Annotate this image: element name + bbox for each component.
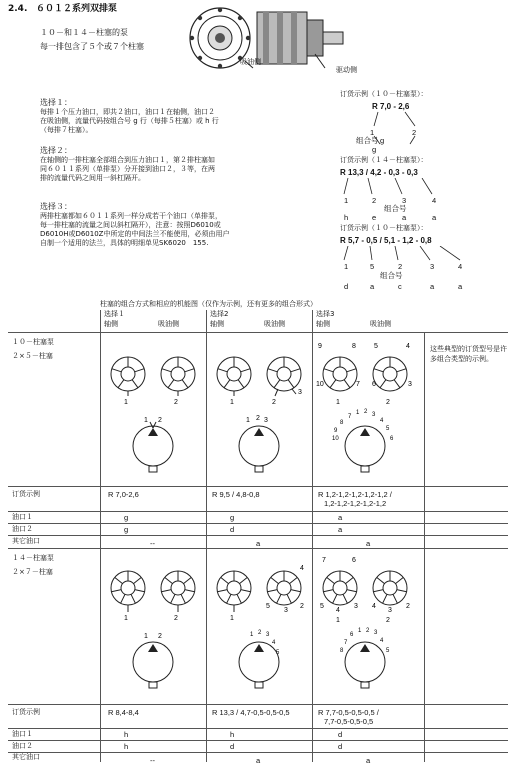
diagram-port-label: 2 <box>158 417 162 424</box>
diagram-port-label: 1 <box>336 399 340 406</box>
diagram-port-label: 6 <box>372 381 376 388</box>
option-line: 排的流量代码之间用一斜杠隔开。 <box>40 174 145 182</box>
sec14-label2: ２×７－柱塞 <box>12 568 53 576</box>
sec14-order-opt3-line2: 7,7-0,5-0,5-0,5 <box>324 717 374 726</box>
diagram-port-label: 2 <box>366 628 370 634</box>
option-line: 在吸油侧，流量代码按组合号 g 行（每排５柱塞）或 h 行 <box>40 117 219 125</box>
diagram-port-label: 3 <box>284 607 288 614</box>
table-rule <box>8 548 508 549</box>
cell: a <box>256 539 261 548</box>
diagram-port-label: 4 <box>300 565 304 572</box>
diagram-port-label: 3 <box>354 603 358 610</box>
option-title: 选择２： <box>40 146 72 155</box>
example-2-num: 2 <box>372 196 377 205</box>
diagram-port-label: 7 <box>356 381 360 388</box>
example-3-combo-label: 组合号 <box>380 271 403 280</box>
sec10-order-opt3: R 1,2-1,2-1,2-1,2-1,2 / <box>318 490 392 499</box>
diagram-port-label: 1 <box>124 615 128 622</box>
sec10-label1: １０－柱塞泵 <box>12 338 54 346</box>
diagram-port-label: 5 <box>386 426 390 432</box>
table-rule <box>8 486 508 487</box>
table-rule <box>8 535 508 536</box>
diagram-port-label: 10 <box>332 436 339 442</box>
sec14-order-label: 订货示例 <box>12 708 40 716</box>
cell: g <box>230 513 235 522</box>
table-rule <box>8 332 508 333</box>
example-2-letter: a <box>432 213 437 222</box>
diagram-port-label: 2 <box>158 633 162 640</box>
row-label: 油口２ <box>12 742 33 750</box>
option-line: 在轴侧的一排柱塞全部组合到压力油口１，第２排柱塞如 <box>40 156 215 164</box>
sec10-order-opt2: R 9,5 / 4,8-0,8 <box>212 490 260 499</box>
row-label: 其它油口 <box>12 537 40 545</box>
cell: d <box>230 525 235 534</box>
table-rule <box>8 523 508 524</box>
diagram-port-label: 6 <box>352 557 356 564</box>
cell: h <box>230 730 235 739</box>
diagram-port-label: 2 <box>386 617 390 624</box>
example-3-letter: a <box>458 282 463 291</box>
sec10-order-opt3-line2: 1,2-1,2-1,2-1,2-1,2 <box>324 499 387 508</box>
shaft-side-label: 轴侧 <box>104 320 118 328</box>
example-2-title: 订货示例（１４－柱塞泵）： <box>340 156 428 164</box>
diagram-port-label: 8 <box>352 343 356 350</box>
example-3-num: 1 <box>344 262 349 271</box>
shaft-side-label: 轴侧 <box>210 320 224 328</box>
example-2-code: R 13,3 / 4,2 - 0,3 - 0,3 <box>340 168 418 177</box>
cell: a <box>256 756 261 765</box>
table-rule <box>8 704 508 705</box>
diagram-port-label: 3 <box>266 632 270 638</box>
example-1-letter: g <box>372 145 377 154</box>
example-2-num: 4 <box>432 196 437 205</box>
option-line: 两排柱塞都如６０１１系列一样分成若干个油口（单排泵， <box>40 212 222 220</box>
col-header-opt2: 选择2 <box>210 310 229 318</box>
diagram-port-label: 4 <box>406 343 410 350</box>
table-caption: 柱塞的组合方式和相应的机能图（仅作为示例，还有更多的组合形式） <box>100 300 317 308</box>
table-rule <box>8 511 508 512</box>
diagram-port-label: 1 <box>230 399 234 406</box>
table-rule <box>8 752 508 753</box>
diagram-port-label: 3 <box>264 417 268 424</box>
diagram-port-label: 4 <box>336 607 340 614</box>
sec14-label1: １４－柱塞泵 <box>12 554 54 562</box>
row-label: 油口２ <box>12 525 33 533</box>
diagram-port-label: 1 <box>144 417 148 424</box>
diagram-port-label: 3 <box>374 630 378 636</box>
option-title: 选择１： <box>40 98 72 107</box>
example-2-combo-label: 组合号 <box>384 204 407 213</box>
diagram-port-label: 9 <box>334 428 338 434</box>
diagram-port-label: 5 <box>386 648 390 654</box>
cell: d <box>338 730 343 739</box>
diagram-port-label: 1 <box>250 632 254 638</box>
shaft-side-label: 轴侧 <box>316 320 330 328</box>
col-header-opt3: 选择3 <box>316 310 335 318</box>
example-1-num: 1 <box>370 128 375 137</box>
diagram-port-label: 3 <box>372 412 376 418</box>
sec10-order-label: 订货示例 <box>12 490 40 498</box>
diagram-port-label: 1 <box>230 615 234 622</box>
diagram-port-label: 4 <box>380 418 384 424</box>
example-3-num: 3 <box>430 262 435 271</box>
row-label: 油口１ <box>12 730 33 738</box>
option-line: 自制一个适用的法兰，具体的明细单见SK6020 155. <box>40 239 209 247</box>
diagram-port-label: 2 <box>174 615 178 622</box>
example-3-letter: d <box>344 282 349 291</box>
diagram-port-label: 4 <box>372 603 376 610</box>
diagram-port-label: 2 <box>406 603 410 610</box>
sec14-order-opt2: R 13,3 / 4,7-0,5-0,5-0,5 <box>212 708 290 717</box>
diagram-port-label: 7 <box>344 640 348 646</box>
suction-side-label: 吸油侧 <box>370 320 391 328</box>
sec10-diagrams <box>100 334 424 484</box>
sec10-label2: ２×５－柱塞 <box>12 352 53 360</box>
diagram-port-label: 10 <box>316 381 324 388</box>
subtitle: １０－和１４－柱塞的泵 <box>40 28 128 37</box>
diagram-port-label: 2 <box>258 630 262 636</box>
sec14-order-opt3: R 7,7-0,5-0,5-0,5 / <box>318 708 379 717</box>
diagram-port-label: 7 <box>322 557 326 564</box>
option-line: 每排１个压力油口，即共２油口，油口１在轴侧，油口２ <box>40 108 215 116</box>
option-line: 同６０１１系列（单排泵）分开接到油口２，３等，在两 <box>40 165 215 173</box>
diagram-port-label: 4 <box>272 640 276 646</box>
diagram-port-label: 5 <box>320 603 324 610</box>
diagram-port-label: 8 <box>340 648 344 654</box>
diagram-port-label: 2 <box>256 415 260 422</box>
option-title: 选择３： <box>40 202 72 211</box>
cell: g <box>124 513 129 522</box>
diagram-port-label: 7 <box>348 414 352 420</box>
example-3-num: 5 <box>370 262 375 271</box>
sec14-order-opt1: R 8,4-8,4 <box>108 708 139 717</box>
diagram-port-label: 4 <box>380 638 384 644</box>
diagram-port-label: 9 <box>318 343 322 350</box>
sec14-diagrams <box>100 550 424 700</box>
sec10-order-opt1: R 7,0-2,6 <box>108 490 139 499</box>
row-label: 其它油口 <box>12 753 40 761</box>
cell: g <box>124 525 129 534</box>
cell: a <box>338 513 343 522</box>
diagram-port-label: 1 <box>144 633 148 640</box>
diagram-port-label: 2 <box>174 399 178 406</box>
suction-side-label: 吸油侧 <box>264 320 285 328</box>
row-label: 油口１ <box>12 513 33 521</box>
example-1-num: 2 <box>412 128 417 137</box>
col-header-opt1: 选择１ <box>104 310 125 318</box>
diagram-port-label: 1 <box>356 410 360 416</box>
example-3-num: 2 <box>398 262 403 271</box>
diagram-port-label: 3 <box>388 607 392 614</box>
diagram-port-label: 3 <box>408 381 412 388</box>
description: 每一排包含了５个或７个柱塞 <box>40 42 144 51</box>
example-1-combo-label: 组合号 <box>356 136 379 145</box>
example-3-lines <box>340 246 470 266</box>
option-line: （每排７柱塞）。 <box>40 126 93 134</box>
table-rule <box>8 740 508 741</box>
example-3-title: 订货示例（１０－柱塞泵）： <box>340 224 428 232</box>
example-1-title: 订货示例（１０－柱塞泵）： <box>340 90 428 98</box>
example-2-num: 1 <box>344 196 349 205</box>
section-title: ６０１２系列双排泵 <box>36 4 118 14</box>
diagram-port-label: 3 <box>298 389 302 396</box>
cell: a <box>366 539 371 548</box>
cell: -- <box>150 539 155 548</box>
table-col-rule <box>424 332 425 762</box>
cell: d <box>230 742 235 751</box>
cell: h <box>124 742 129 751</box>
example-3-letter: a <box>370 282 375 291</box>
example-1-code: R 7,0 - 2,6 <box>372 102 410 111</box>
cell: a <box>366 756 371 765</box>
diagram-port-label: 5 <box>266 603 270 610</box>
diagram-port-label: 8 <box>340 420 344 426</box>
example-2-letter: a <box>402 213 407 222</box>
cell: d <box>338 742 343 751</box>
example-3-num: 4 <box>458 262 463 271</box>
diagram-port-label: 2 <box>272 399 276 406</box>
option-line: D6010H或D6010Z中所定的中间法兰不能使用，必须由用户 <box>40 230 230 238</box>
example-3-letter: a <box>430 282 435 291</box>
diagram-port-label: 1 <box>358 628 362 634</box>
table-note: 这些典型的订货型号是许多组合类型的示例。 <box>430 345 507 363</box>
diagram-port-label: 1 <box>336 617 340 624</box>
diagram-port-label: 5 <box>374 343 378 350</box>
diagram-port-label: 1 <box>124 399 128 406</box>
cell: a <box>338 525 343 534</box>
diagram-port-label: 2 <box>300 603 304 610</box>
table-rule <box>8 728 508 729</box>
example-2-letter: e <box>372 213 377 222</box>
diagram-port-label: 1 <box>246 417 250 424</box>
diagram-port-label: 6 <box>350 632 354 638</box>
example-3-letter: c <box>398 282 402 291</box>
example-3-code: R 5,7 - 0,5 / 5,1 - 1,2 - 0,8 <box>340 236 432 245</box>
example-2-letter: h <box>344 213 349 222</box>
drive-side-label: 驱动侧 <box>336 66 357 74</box>
option-line: 每一排柱塞的流量之间以斜杠隔开），注意：按照D6010或 <box>40 221 221 229</box>
diagram-port-label: 2 <box>364 409 368 415</box>
pump-illustration <box>185 6 360 84</box>
suction-side-label: 吸油侧 <box>158 320 179 328</box>
section-number: 2.4. <box>8 4 28 14</box>
diagram-port-label: 5 <box>276 650 280 656</box>
cell: -- <box>150 756 155 765</box>
diagram-port-label: 6 <box>390 436 394 442</box>
diagram-port-label: 2 <box>386 399 390 406</box>
suction-side-label: 吸油侧 <box>240 58 261 66</box>
example-1-letter: g <box>380 136 385 145</box>
cell: h <box>124 730 129 739</box>
example-2-num: 3 <box>402 196 407 205</box>
